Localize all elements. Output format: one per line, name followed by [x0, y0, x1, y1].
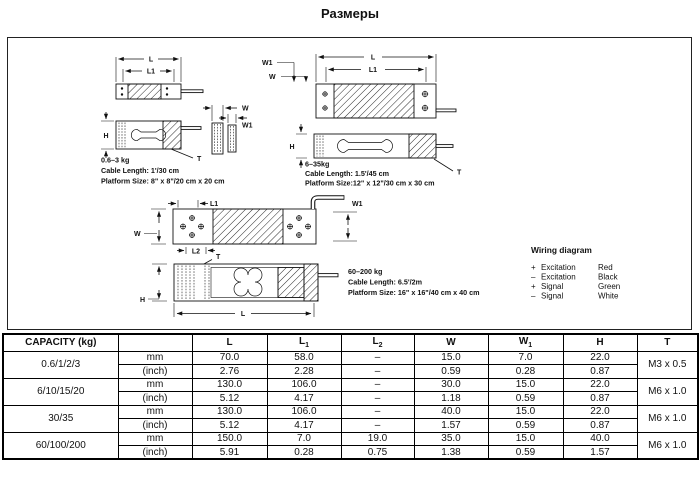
- header-text: W: [518, 336, 529, 348]
- header-w: [414, 334, 488, 351]
- wiring-name: Excitation: [541, 263, 576, 272]
- value-cell: –: [341, 392, 414, 406]
- dimension-drawings: [8, 38, 692, 329]
- header-sub: 1: [528, 342, 533, 350]
- capacity-cell: 6/10/15/20: [3, 378, 118, 405]
- value-cell: 5.12: [192, 419, 267, 433]
- unit-cell: (inch): [118, 365, 192, 379]
- dimension-drawings-panel: [7, 37, 692, 330]
- unit-cell: (inch): [118, 419, 192, 433]
- header-h: [563, 334, 637, 351]
- capacity-cell: 0.6/1/2/3: [3, 351, 118, 378]
- header-text: H: [596, 337, 604, 349]
- value-cell: 30.0: [414, 378, 488, 392]
- unit-cell: (inch): [118, 392, 192, 406]
- wiring-name: Excitation: [541, 272, 576, 282]
- dim-label: T: [197, 156, 202, 163]
- value-cell: 130.0: [192, 378, 267, 392]
- thread-cell: M6 x 1.0: [637, 405, 698, 432]
- dim-label: L: [148, 56, 154, 64]
- loadcell-b-top-view: [262, 54, 456, 118]
- dim-label: W1: [352, 201, 363, 208]
- dim-label: T: [216, 254, 221, 261]
- capacity-range-label: 6–35kg: [305, 159, 330, 169]
- value-cell: 19.0: [341, 432, 414, 446]
- wiring-name: Signal: [541, 291, 564, 301]
- value-cell: 150.0: [192, 432, 267, 446]
- cable-length-label: Cable Length: 1.5'/45 cm: [305, 169, 389, 178]
- value-cell: 0.28: [488, 365, 563, 379]
- wiring-row: [531, 292, 619, 301]
- value-cell: 2.28: [267, 365, 341, 379]
- loadcell-c-caption: [348, 267, 479, 297]
- value-cell: 40.0: [414, 405, 488, 419]
- header-t: [637, 334, 698, 351]
- header-l2: [341, 334, 414, 351]
- value-cell: 5.91: [192, 446, 267, 460]
- header-unit: [118, 334, 192, 351]
- value-cell: 0.87: [563, 365, 637, 379]
- dimensions-table: [2, 333, 699, 460]
- value-cell: 7.0: [488, 351, 563, 365]
- dim-label: H: [289, 144, 295, 151]
- table-row-mm: [3, 432, 698, 446]
- value-cell: 1.57: [414, 419, 488, 433]
- value-cell: 106.0: [267, 405, 341, 419]
- dim-label: L2: [191, 248, 201, 256]
- value-cell: 5.12: [192, 392, 267, 406]
- dim-label: H: [103, 133, 109, 140]
- dim-label: T: [457, 169, 462, 177]
- unit-cell: (inch): [118, 446, 192, 460]
- value-cell: 7.0: [267, 432, 341, 446]
- wiring-row: [531, 263, 613, 272]
- wiring-diagram-legend: [531, 245, 620, 301]
- value-cell: 15.0: [488, 378, 563, 392]
- thread-cell: M6 x 1.0: [637, 432, 698, 459]
- header-sub: 2: [378, 342, 383, 350]
- value-cell: 0.59: [488, 392, 563, 406]
- value-cell: 130.0: [192, 405, 267, 419]
- header-capacity: [3, 334, 118, 351]
- value-cell: 0.87: [563, 392, 637, 406]
- dim-label: W: [242, 105, 249, 113]
- value-cell: 15.0: [488, 405, 563, 419]
- unit-cell: mm: [118, 405, 192, 419]
- value-cell: –: [341, 365, 414, 379]
- value-cell: 0.75: [341, 446, 414, 460]
- value-cell: –: [341, 419, 414, 433]
- value-cell: 0.59: [414, 365, 488, 379]
- platform-size-label: Platform Size: 16" x 16"/40 cm x 40 cm: [348, 288, 480, 297]
- value-cell: 0.59: [488, 419, 563, 433]
- wiring-color: Green: [598, 282, 621, 291]
- value-cell: 58.0: [267, 351, 341, 365]
- value-cell: 0.28: [267, 446, 341, 460]
- value-cell: 1.18: [414, 392, 488, 406]
- value-cell: 22.0: [563, 378, 637, 392]
- wiring-color: White: [598, 291, 619, 301]
- header-text: L: [226, 337, 233, 349]
- dim-label: H: [140, 297, 146, 304]
- header-text: L: [372, 336, 379, 348]
- platform-size-label: Platform Size:12" x 12"/30 cm x 30 cm: [305, 178, 435, 188]
- value-cell: 35.0: [414, 432, 488, 446]
- wiring-row: [531, 282, 620, 291]
- platform-size-label: Platform Size: 8" x 8"/20 cm x 20 cm: [101, 176, 225, 186]
- header-text: CAPACITY (kg): [25, 337, 97, 349]
- wiring-sign: +: [531, 282, 536, 291]
- dim-label: W1: [262, 60, 273, 67]
- value-cell: –: [341, 378, 414, 392]
- value-cell: 4.17: [267, 419, 341, 433]
- wiring-diagram-title: Wiring diagram: [531, 245, 592, 255]
- header-l1: [267, 334, 341, 351]
- wiring-color: Red: [598, 263, 613, 272]
- page-title: Размеры: [321, 6, 379, 21]
- value-cell: 2.76: [192, 365, 267, 379]
- value-cell: 15.0: [488, 432, 563, 446]
- cable-length-label: Cable Length: 6.5'/2m: [348, 277, 422, 287]
- value-cell: 1.38: [414, 446, 488, 460]
- value-cell: 0.59: [488, 446, 563, 460]
- dim-label: L1: [210, 201, 219, 208]
- cable-length-label: Cable Length: 1'/30 cm: [101, 166, 179, 175]
- table-row-mm: [3, 378, 698, 392]
- unit-cell: mm: [118, 351, 192, 365]
- dim-label: L: [240, 311, 246, 319]
- dim-label: L1: [368, 67, 378, 75]
- value-cell: 0.87: [563, 419, 637, 433]
- unit-cell: mm: [118, 432, 192, 446]
- value-cell: 70.0: [192, 351, 267, 365]
- loadcell-a-end-view: [203, 105, 253, 154]
- capacity-cell: 30/35: [3, 405, 118, 432]
- thread-cell: M6 x 1.0: [637, 378, 698, 405]
- value-cell: 40.0: [563, 432, 637, 446]
- thread-cell: M3 x 0.5: [637, 351, 698, 378]
- wiring-sign: +: [531, 263, 536, 272]
- table-row-mm: [3, 351, 698, 365]
- dim-label: W: [269, 74, 276, 81]
- dim-label: L: [370, 54, 376, 62]
- dim-label: W1: [242, 122, 253, 130]
- dim-label: W: [134, 231, 141, 238]
- wiring-name: Signal: [541, 282, 564, 291]
- value-cell: 106.0: [267, 378, 341, 392]
- wiring-sign: –: [531, 291, 536, 301]
- header-sub: 1: [305, 342, 309, 350]
- loadcell-b-caption: [305, 160, 434, 188]
- wiring-color: Black: [598, 272, 618, 282]
- wiring-sign: –: [531, 272, 536, 282]
- table-header-row: [3, 334, 698, 351]
- loadcell-a-caption: [101, 156, 224, 186]
- capacity-range-label: 0.6–3 kg: [101, 155, 130, 165]
- header-l: [192, 334, 267, 351]
- header-text: T: [664, 337, 671, 349]
- loadcell-a-top-view: [116, 57, 203, 99]
- wiring-row: [531, 273, 619, 282]
- value-cell: 22.0: [563, 405, 637, 419]
- value-cell: 22.0: [563, 351, 637, 365]
- value-cell: 1.57: [563, 446, 637, 460]
- header-w1: [488, 334, 563, 351]
- header-text: L: [298, 336, 306, 348]
- value-cell: –: [341, 405, 414, 419]
- capacity-range-label: 60–200 kg: [348, 267, 383, 276]
- loadcell-c-top-view: [134, 195, 363, 255]
- header-text: W: [446, 337, 456, 349]
- unit-cell: mm: [118, 378, 192, 392]
- value-cell: 15.0: [414, 351, 488, 365]
- dim-label: L1: [146, 68, 156, 76]
- value-cell: –: [341, 351, 414, 365]
- table-row-mm: [3, 405, 698, 419]
- capacity-cell: 60/100/200: [3, 432, 118, 459]
- loadcell-c-side-view: [140, 254, 338, 318]
- value-cell: 4.17: [267, 392, 341, 406]
